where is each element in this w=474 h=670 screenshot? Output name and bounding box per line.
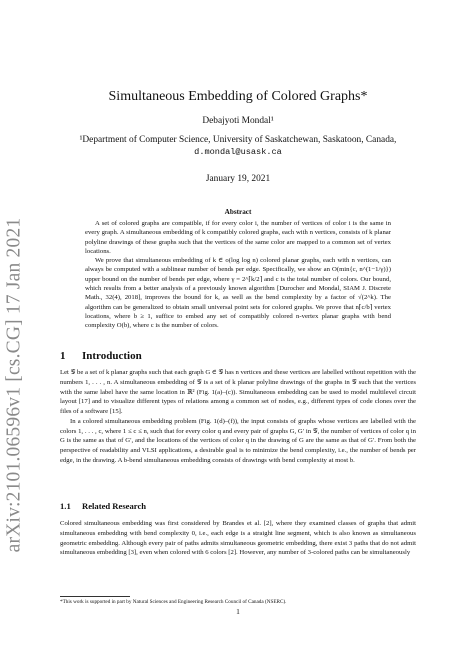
abstract (85, 219, 391, 331)
subsection-heading-related-research (60, 501, 416, 511)
abstract-heading: Abstract (224, 208, 252, 216)
abstract-paragraph-2: We prove that simultaneous embedding of k ∈ o(log log n) colored planar graphs, each with n vertices, can always be computed with a sublinear number of bends per edge. Specifically, we show an O(min{c, n^(1−1/γ)}) upper bound on the number of bends per edge, where γ = 2^⌈k/2⌉ and c is the total number of colors. Our bound, which results from a better analysis of a previously known algorithm [Durocher and Mondal, SIAM J. Discrete Math., 32(4), 2018], improves the bound for k, as well as the bend complexity by a factor of √(2^k). The algorithm can be generalized to obtain small universal point sets for colored graphs. We prove that n⌈c/b⌉ vertex locations, where b ≥ 1, suffice to embed any set of compatibly colored n-vertex planar graphs with bend complexity O(b), where c is the number of colors. (85, 257, 391, 330)
intro-paragraph-1: Let 𝒢 be a set of k planar graphs such that each graph G ∈ 𝒢 has n vertices and these vertices are labelled without repetition with the numbers 1, . . . , n. A simultaneous embedding of 𝒢 is a set of k planar polyline drawings of the graphs in 𝒢 such that the vertices with the same label have the same location in ℝ² (Fig. 1(a)–(c)). Simultaneous embedding can be used to model multilevel circuit layout [17] and to visualize different types of relations among a common set of nodes, e.g., different types of code clones over the files of a software [15]. (60, 369, 416, 415)
related-research-body (60, 519, 416, 558)
related-paragraph-1: Colored simultaneous embedding was first considered by Brandes et al. [2], where they examined classes of graphs that admit simultaneous embedding with bend complexity 0, i.e., each edge is a straight line segment, which is also known as simultaneous geometric embedding. Although every pair of paths admits simultaneous geometric embedding, there exist 3 paths that do not admit simultaneous embedding [3], even when colored with 6 colors [2]. However, any number of 3-colored paths can be simultaneously (60, 520, 416, 557)
affiliation-line: ¹Department of Computer Science, University of Saskatchewan, Saskatoon, Canada, (79, 135, 397, 145)
paper-title: Simultaneous Embedding of Colored Graphs* (108, 89, 368, 104)
arxiv-identifier-text: arXiv:2101.06596v1 [cs.CG] 17 Jan 2021 (3, 217, 25, 553)
section-number: 1 (60, 350, 66, 362)
subsection-number: 1.1 (60, 501, 71, 511)
footnote: *This work is supported in part by Natural Sciences and Engineering Research Council of Canada (NSERC). (60, 599, 287, 605)
affiliation (60, 134, 416, 158)
intro-paragraph-2: In a colored simultaneous embedding problem (Fig. 1(d)–(f)), the input consists of graphs whose vertices are labelled with the colors 1, . . . , c, where 1 ≤ c ≤ n, such that for every color q and every pair of graphs G, G′ in 𝒢, the number of vertices of color q in G is the same as that of G′, and the locations of the vertices of color q in the drawing of G are the same as that of G′. From both the perspective of readability and VLSI applications, a desirable goal is to minimize the bend complexity, i.e., the number of bends per edge, in the drawing. A b-bend simultaneous embedding consists of drawings with bend complexity at most b. (60, 417, 416, 464)
subsection-title: Related Research (82, 501, 147, 511)
author-email[interactable]: d.mondal@usask.ca (194, 147, 282, 157)
abstract-paragraph-1: A set of colored graphs are compatible, if for every color i, the number of vertices of color i is the same in every graph. A simultaneous embedding of k compatibly colored graphs, each with n vertices, consists of k planar polyline drawings of these graphs such that the vertices of the same color are mapped to a common set of vertex locations. (85, 220, 391, 255)
section-title: Introduction (82, 350, 142, 362)
paper-date: January 19, 2021 (205, 174, 271, 184)
arxiv-identifier (1, 190, 27, 580)
author-name: Debajyoti Mondal¹ (202, 116, 274, 126)
footnote-rule (60, 596, 130, 597)
section-heading-introduction (60, 350, 416, 362)
page-number: 1 (236, 607, 240, 616)
introduction-body (60, 368, 416, 466)
